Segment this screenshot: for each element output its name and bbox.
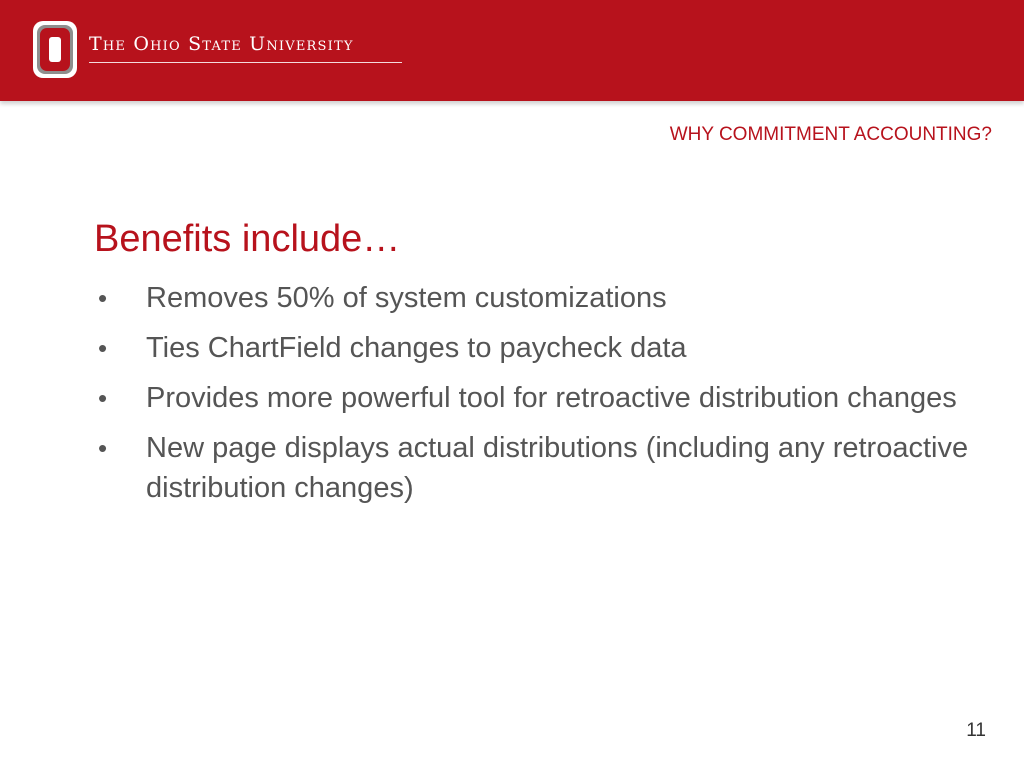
bullet-list xyxy=(94,278,974,518)
bullet-text: New page displays actual distributions (including any retroactive distribution changes) xyxy=(146,432,969,504)
section-title: WHY COMMITMENT ACCOUNTING? xyxy=(669,124,992,145)
bullet-item xyxy=(94,278,974,318)
bullet-item xyxy=(94,378,974,418)
bullet-text: Removes 50% of system customizations xyxy=(146,282,667,314)
wordmark-divider xyxy=(89,62,402,63)
page-number: 11 xyxy=(966,720,986,741)
bullet-item xyxy=(94,428,974,508)
bullet-text: Ties ChartField changes to paycheck data xyxy=(146,332,687,364)
block-o-logo-icon xyxy=(33,21,77,78)
bullet-item xyxy=(94,328,974,368)
bullet-icon: • xyxy=(98,433,108,463)
bullet-icon: • xyxy=(98,333,108,363)
header-bar xyxy=(0,0,1024,101)
bullet-text: Provides more powerful tool for retroactive distribution changes xyxy=(146,382,957,414)
bullet-icon: • xyxy=(98,283,108,313)
slide-heading: Benefits include… xyxy=(94,218,401,260)
bullet-icon: • xyxy=(98,383,108,413)
university-wordmark: The Ohio State University xyxy=(89,33,354,55)
